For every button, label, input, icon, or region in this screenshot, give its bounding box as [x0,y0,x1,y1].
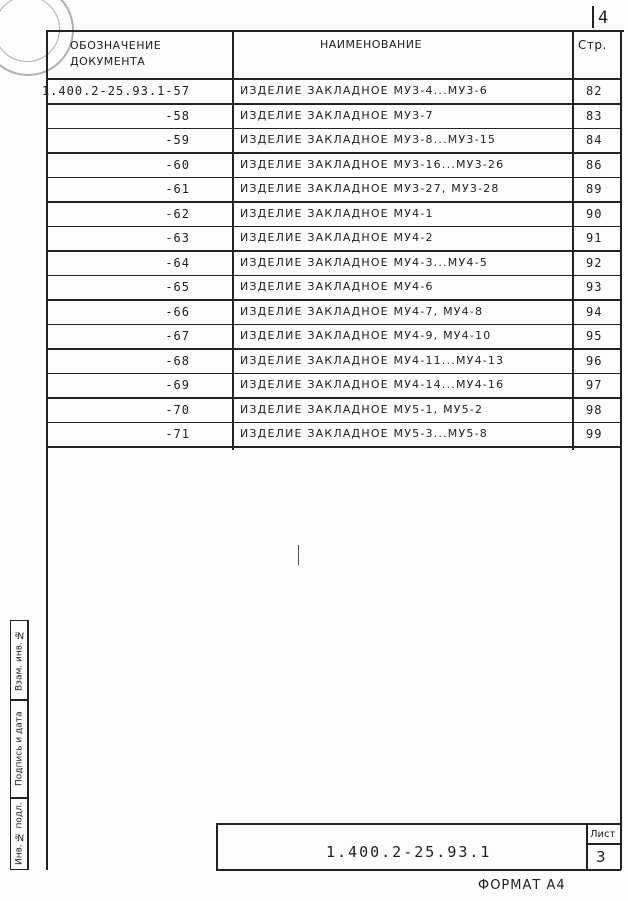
side-label-strip [10,620,28,870]
row-rule [46,250,622,252]
side-label-replace: Взам. инв. № [14,629,25,691]
table-row [46,129,622,153]
row-name: ИЗДЕЛИЕ ЗАКЛАДНОЕ МУ4-11...МУ4-13 [240,353,505,367]
table-row [46,227,622,251]
row-rule [46,446,622,448]
row-page: 84 [586,133,603,147]
row-rule [46,422,622,424]
side-label-signature: Подпись и дата [14,711,25,787]
table-row [46,252,622,276]
row-name: ИЗДЕЛИЕ ЗАКЛАДНОЕ МУ4-9, МУ4-10 [240,329,492,342]
header-designation-line2: ДОКУМЕНТА [70,55,146,68]
row-page: 83 [586,108,603,123]
row-name: ИЗДЕЛИЕ ЗАКЛАДНОЕ МУ3-4...МУ3-6 [240,84,488,97]
title-block-code: 1.400.2-25.93.1 [326,843,492,861]
table-row [46,203,622,227]
title-block-sheet-number: 3 [596,848,606,866]
row-rule [46,275,622,277]
row-code: -65 [165,280,190,294]
row-code: -71 [165,427,190,441]
header-page: Стр. [578,38,607,52]
corner-divider [592,6,594,28]
archive-stamp [0,0,74,76]
row-code: -64 [165,255,190,270]
row-name: ИЗДЕЛИЕ ЗАКЛАДНОЕ МУ5-1, МУ5-2 [240,402,484,416]
title-block-top [216,823,621,825]
row-name: ИЗДЕЛИЕ ЗАКЛАДНОЕ МУ3-7 [240,108,434,122]
title-block-sheet-rule [586,843,621,845]
table-row [46,399,622,423]
row-rule [46,348,622,350]
row-name: ИЗДЕЛИЕ ЗАКЛАДНОЕ МУ3-8...МУ3-15 [240,133,497,146]
title-block-left [216,823,218,870]
row-code: -67 [165,329,190,343]
header-designation [70,38,161,70]
row-name: ИЗДЕЛИЕ ЗАКЛАДНОЕ МУ4-6 [240,280,434,293]
row-code: -70 [165,402,190,417]
title-block-sheet-label: Лист [590,829,616,840]
row-page: 97 [586,378,603,392]
row-rule [46,152,622,154]
row-name: ИЗДЕЛИЕ ЗАКЛАДНОЕ МУ4-3...МУ4-5 [240,255,488,269]
row-page: 94 [586,304,603,319]
row-name: ИЗДЕЛИЕ ЗАКЛАДНОЕ МУ3-16...МУ3-26 [240,157,505,171]
frame-bottom [216,869,621,871]
table-row [41,80,622,104]
format-label: ФОРМАТ А4 [478,878,566,893]
row-code: -63 [165,231,190,245]
row-page: 99 [586,427,603,441]
row-rule [46,128,622,130]
row-name: ИЗДЕЛИЕ ЗАКЛАДНОЕ МУ4-2 [240,231,434,244]
table-row [46,423,622,447]
row-page: 93 [586,280,603,294]
row-rule [46,299,622,301]
header-name: НАИМЕНОВАНИЕ [320,38,422,51]
table-row [46,178,622,202]
table-row [46,325,622,349]
table-row [46,154,622,178]
table-row [46,350,622,374]
row-page: 90 [586,206,603,221]
row-page: 96 [586,353,603,368]
row-page: 98 [586,402,603,417]
row-page: 91 [586,231,603,245]
row-code: 1.400.2-25.93.1-57 [41,84,190,98]
row-rule [46,324,622,326]
row-code: -61 [165,182,190,196]
row-page: 89 [586,182,603,196]
title-block-sheet-divider [586,823,588,870]
row-code: -69 [165,378,190,392]
pencil-mark [298,545,299,565]
row-rule [46,226,622,228]
frame-top [46,30,624,32]
table-row [46,374,622,398]
side-strip-edge [27,620,29,870]
row-name: ИЗДЕЛИЕ ЗАКЛАДНОЕ МУ3-27, МУ3-28 [240,182,500,195]
row-code: -58 [165,108,190,123]
row-page: 86 [586,157,603,172]
row-code: -68 [165,353,190,368]
table-row [46,301,622,325]
table-row [46,276,622,300]
row-name: ИЗДЕЛИЕ ЗАКЛАДНОЕ МУ4-14...МУ4-16 [240,378,505,391]
row-rule [46,397,622,399]
row-code: -66 [165,304,190,319]
row-page: 92 [586,255,603,270]
sheet-corner-number: 4 [598,8,609,28]
side-label-inv-orig: Инв. № подл. [14,802,25,866]
row-code: -59 [165,133,190,147]
row-rule [46,373,622,375]
header-designation-line1: ОБОЗНАЧЕНИЕ [70,39,162,52]
row-code: -60 [165,157,190,172]
row-name: ИЗДЕЛИЕ ЗАКЛАДНОЕ МУ4-1 [240,206,434,220]
row-code: -62 [165,206,190,221]
row-page: 95 [586,329,603,343]
table-row [46,105,622,129]
row-name: ИЗДЕЛИЕ ЗАКЛАДНОЕ МУ5-3...МУ5-8 [240,427,488,440]
row-rule [46,103,622,105]
row-name: ИЗДЕЛИЕ ЗАКЛАДНОЕ МУ4-7, МУ4-8 [240,304,484,318]
row-rule [46,177,622,179]
row-rule [46,201,622,203]
row-page: 82 [586,84,603,98]
